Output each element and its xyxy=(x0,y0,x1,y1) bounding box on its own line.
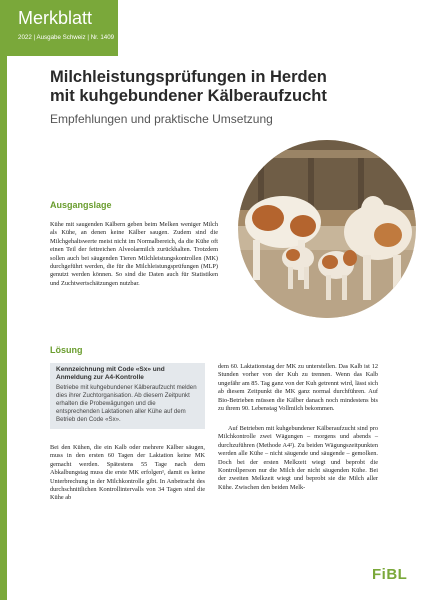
section-heading-loesung: Lösung xyxy=(50,345,83,355)
loesung-left-text: Bei den Kühen, die ein Kalb oder mehrere Kälber säugen, muss in den ersten 60 Tagen der Laktation keine MK gemacht werden. Spätestens 55 Tage nach dem Abkalbungstag muss die erste MK erfolgen¹, damit es keine Unterbrechung in der Milchkontrolle gibt. In Anbetracht des durchschnittlichen Kontrollintervalls von 34 Tagen sind die Kühe ab xyxy=(50,444,205,502)
document-type-label: Merkblatt xyxy=(18,8,93,28)
page-subtitle: Empfehlungen und praktische Umsetzung xyxy=(50,112,273,126)
loesung-right-text-2: Auf Betrieben mit kuhgebundener Kälberaufzucht sind pro Milchkontrolle zwei Wägungen – morgens und abends – durchzuführen (Methode A4²). Zu beiden Wägungszeitpunkten werden alle Kühe – nicht säugende und säugende – gemolken. Doch bei der ersten Melkzeit wiegt und beprobt die Kontrollperson nur die Milch der nicht säugenden Kühe. Bei der zweiten Melkzeit wiegt und beprobt sie die Milch aller Kühe. Zwischen den beiden Melk- xyxy=(218,425,378,491)
ausgangslage-text: Kühe mit saugenden Kälbern geben beim Melken weniger Milch als Kühe, an denen keine Kälber saugen. Zudem sind die Milchgehaltswerte meist nicht im Normalbereich, da die Kühe oft einen Teil der fettreichen Alveolarmilch zurückhalten. Trotzdem sollen auch bei säugenden Tieren Milchleistungskontrollen (MK) durchgeführt werden, die für die Milchleistungsprüfungen (MLP) genutzt werden können. So sind die Daten auch für Statistiken und Zuchtwertschätzungen nutzbar. xyxy=(50,221,218,287)
series-info: 2022 | Ausgabe Schweiz | Nr. 1409 xyxy=(18,34,115,41)
fibl-logo: FiBL xyxy=(372,566,408,583)
accent-sidebar xyxy=(0,0,7,600)
info-box-text: Betriebe mit kuhgebundener Kälberaufzucht melden dies ihrer Zuchtorganisation. Ab diesem Zeitpunkt erhalten die Probewägungen und die entsprechenden Laktationen aller Kühe auf dem Betrieb den Code «Sx». xyxy=(56,384,197,424)
loesung-right-text-1: dem 60. Laktationstag der MK zu unterstellen. Das Kalb ist 12 Stunden vorher von der Kuh zu trennen. Wenn das Kalb ungefähr am 85. Tag ganz von der Kuh getrennt wird, lässt sich ab diesem Zeitpunkt die MK ganz normal durchführen. Auf Bio-Betrieben müssen die Kälber danach noch mindestens bis zu ihrem 90. Lebenstag Vollmilch bekommen. xyxy=(218,363,378,413)
cows-and-calves-photo xyxy=(238,140,416,318)
page-title: Milchleistungsprüfungen in Herden mit kuhgebundener Kälberaufzucht xyxy=(50,68,327,105)
info-box-title: Kennzeichnung mit Code «Sx» und Anmeldung zur A4-Kontrolle xyxy=(56,366,165,382)
section-heading-ausgangslage: Ausgangslage xyxy=(50,200,112,210)
